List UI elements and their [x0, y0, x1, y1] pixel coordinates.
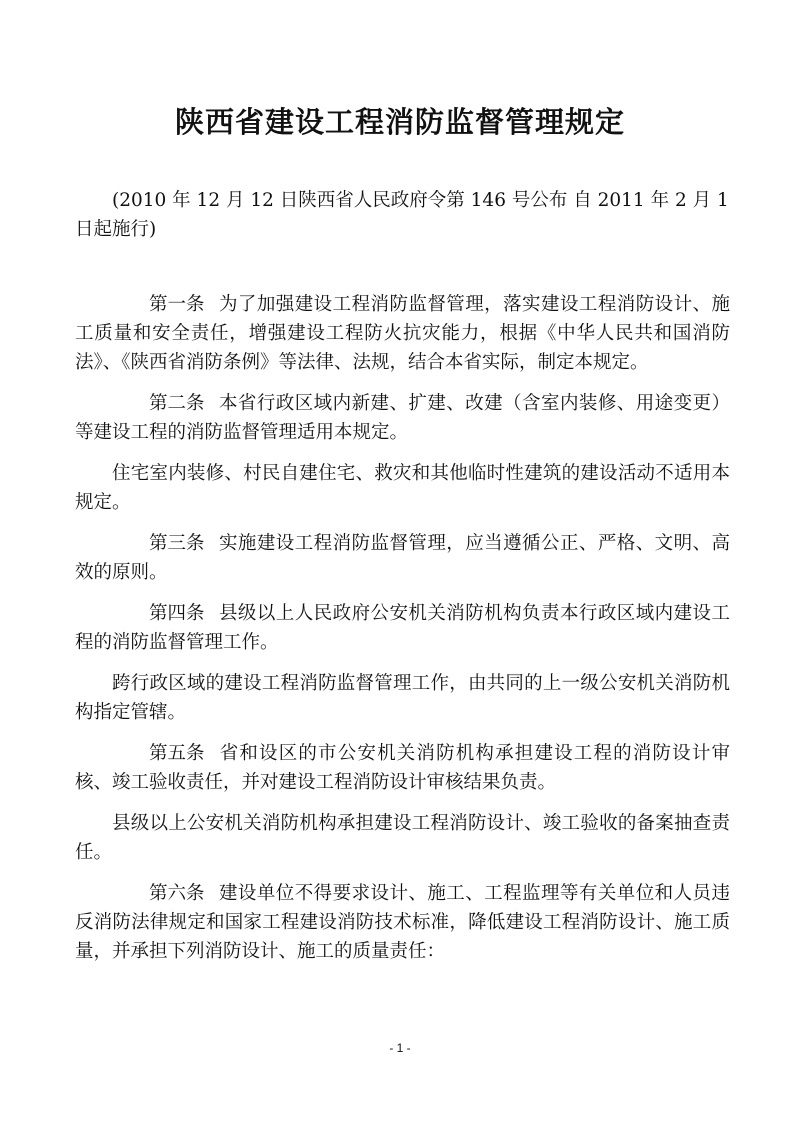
document-body — [75, 290, 730, 978]
paragraph-article-5 — [75, 739, 730, 797]
article-number: 第四条 — [149, 603, 205, 624]
paragraph-article-4 — [75, 599, 730, 657]
paragraph-text: 住宅室内装修、村民自建住宅、救灾和其他临时性建筑的建设活动不适用本规定。 — [75, 463, 730, 513]
paragraph-article-5-sub — [75, 809, 730, 867]
article-text: 为了加强建设工程消防监督管理，落实建设工程消防设计、施工质量和安全责任，增强建设工程防火抗灾能力，根据《中华人民共和国消防法》、《陕西省消防条例》等法律、法规，结合本省实际，制定本规定。 — [75, 294, 730, 373]
article-number: 第五条 — [149, 743, 205, 764]
article-text: 建设单位不得要求设计、施工、工程监理等有关单位和人员违反消防法律规定和国家工程建设消防技术标准，降低建设工程消防设计、施工质量，并承担下列消防设计、施工的质量责任： — [75, 883, 730, 962]
article-text: 省和设区的市公安机关消防机构承担建设工程的消防设计审核、竣工验收责任，并对建设工程消防设计审核结果负责。 — [75, 743, 730, 793]
article-number: 第一条 — [149, 294, 205, 315]
paragraph-article-2 — [75, 389, 730, 447]
paragraph-text: 跨行政区域的建设工程消防监督管理工作，由共同的上一级公安机关消防机构指定管辖。 — [75, 673, 730, 723]
paragraph-article-2-sub — [75, 459, 730, 517]
paragraph-article-4-sub — [75, 669, 730, 727]
document-title: 陕西省建设工程消防监督管理规定 — [174, 105, 625, 139]
paragraph-text: 县级以上公安机关消防机构承担建设工程消防设计、竣工验收的备案抽查责任。 — [75, 813, 730, 863]
page-number: - 1 - — [389, 1041, 411, 1055]
article-text: 本省行政区域内新建、扩建、改建（含室内装修、用途变更）等建设工程的消防监督管理适用本规定。 — [75, 393, 730, 443]
paragraph-article-1 — [75, 290, 730, 377]
paragraph-article-6 — [75, 879, 730, 966]
article-number: 第三条 — [149, 533, 205, 554]
promulgation-note: (2010 年 12 月 12 日陕西省人民政府令第 146 号公布 自 2011 年 2 月 1 日起施行) — [75, 190, 729, 240]
article-number: 第六条 — [149, 883, 205, 904]
article-text: 实施建设工程消防监督管理，应当遵循公正、严格、文明、高效的原则。 — [75, 533, 730, 583]
article-number: 第二条 — [149, 393, 205, 414]
paragraph-article-3 — [75, 529, 730, 587]
article-text: 县级以上人民政府公安机关消防机构负责本行政区域内建设工程的消防监督管理工作。 — [75, 603, 730, 653]
